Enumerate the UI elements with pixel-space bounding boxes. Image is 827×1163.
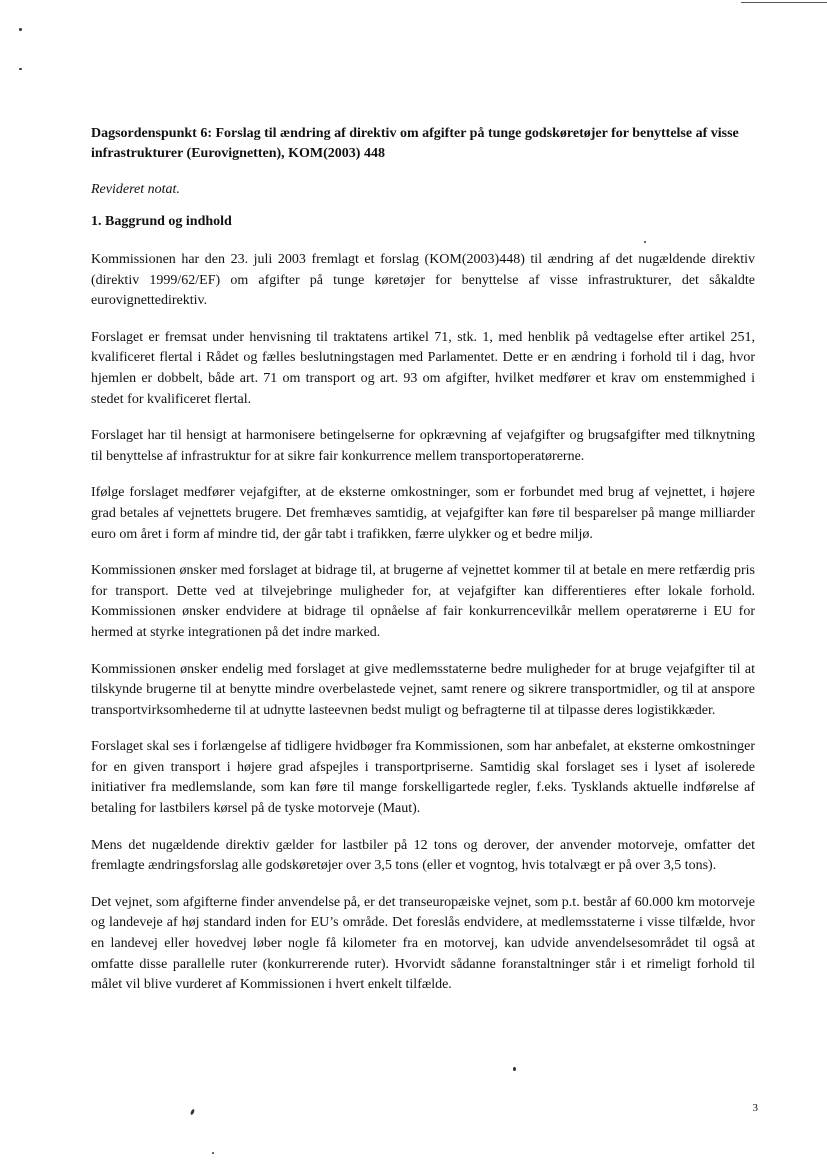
paragraph: Mens det nugældende direktiv gælder for lastbiler på 12 tons og derover, der anvender motorveje, omfatter det fremlagte ændringsforslag alle godskøretøjer over 3,5 tons (eller et vogntog, hvis totalvægt er på over 3,5 tons). (91, 837, 755, 874)
paragraph: Det vejnet, som afgifterne finder anvendelse på, er det transeuropæiske vejnet, som p.t. består af 60.000 km motorveje og landeveje af høj standard inden for EU’s område. Det foreslås endvidere, at medlemsstaterne i visse tilfælde, hvor en landevej eller hovedvej løber nogle få kilometer fra en motorvej, kan udvide anvendelsesområdet til også at omfatte disse parallelle ruter (konkurrerende ruter). Hvorvidt sådanne foranstaltninger står i et rimeligt forhold til målet vil blive vurderet af Kommissionen i hvert enkelt tilfælde. (91, 894, 755, 993)
scan-speck (513, 1067, 516, 1071)
scan-speck (19, 68, 22, 70)
page-number: 3 (752, 1102, 758, 1114)
scan-top-rule (741, 2, 827, 3)
scan-speck (190, 1109, 195, 1116)
document-page (91, 124, 755, 996)
paragraph: Ifølge forslaget medfører vejafgifter, at de eksterne omkostninger, som er forbundet med brug af vejnettet, i højere grad betales af vejnettets brugere. Det fremhæves samtidig, at vejafgifter kan føre til besparelser på mange milliarder euro om året i form af mindre tid, der går tabt i trafikken, færre ulykker og et bedre miljø. (91, 485, 755, 542)
paragraph: Forslaget skal ses i forlængelse af tidligere hvidbøger fra Kommissionen, som har anbefalet, at eksterne omkostninger for en given transport i højere grad afspejles i transportpriserne. Samtidig skal forslaget ses i lyset af isolerede initiativer fra medlemslande, som kan føre til mange forskelligartede regler, f.eks. Tysklands aktuelle indførelse af betaling for lastbilers kørsel på de tyske motorveje (Maut). (91, 739, 755, 817)
scan-speck (212, 1152, 214, 1154)
paragraph: Forslaget er fremsat under henvisning til traktatens artikel 71, stk. 1, med henblik på vedtagelse efter artikel 251, kvalificeret flertal i Rådet og fælles beslutningstagen med Parlamentet. Dette er en ændring i forhold til i dag, hvor hjemlen er dobbelt, både art. 71 om transport og art. 93 om afgifter, hvilket medfører et krav om enstemmighed i stedet for kvalificeret flertal. (91, 329, 755, 407)
document-title: Dagsordenspunkt 6: Forslag til ændring af direktiv om afgifter på tunge godskøretøjer for benyttelse af visse infrastrukturer (Eurovignetten), KOM(2003) 448 (91, 126, 739, 161)
paragraph: Kommissionen ønsker med forslaget at bidrage til, at brugerne af vejnettet kommer til at betale en mere retfærdig pris for transport. Dette ved at tilvejebringe muligheder for, at vejafgifter kan differentieres efter lokale forhold. Kommissionen ønsker endvidere at bidrage til opnåelse af fair konkurrencevilkår mellem operatørerne i EU for hermed at styrke integrationen på det indre marked. (91, 563, 755, 640)
paragraph: Forslaget har til hensigt at harmonisere betingelserne for opkrævning af vejafgifter og brugsafgifter med tilknytning til benyttelse af infrastruktur for at sikre fair konkurrence mellem transportoperatørerne. (91, 428, 755, 464)
document-note: Revideret notat. (91, 182, 180, 197)
paragraph: Kommissionen ønsker endelig med forslaget at give medlemsstaterne bedre muligheder for at bruge vejafgifter til at tilskynde brugerne til at benytte mindre overbelastede vejnet, samt renere og sikrere transportmidler, og til at anspore transportvirksomhederne til at udnytte lasteevnen bedst muligt og befragterne til at tilpasse deres logistikkæder. (91, 661, 755, 718)
paragraph: Kommissionen har den 23. juli 2003 fremlagt et forslag (KOM(2003)448) til ændring af det nugældende direktiv (direktiv 1999/62/EF) om afgifter på tunge køretøjer for benyttelse af visse infrastrukturer, det såkaldte eurovignettedirektiv. (91, 252, 755, 309)
section-heading: 1. Baggrund og indhold (91, 214, 232, 229)
scan-speck (19, 28, 22, 31)
